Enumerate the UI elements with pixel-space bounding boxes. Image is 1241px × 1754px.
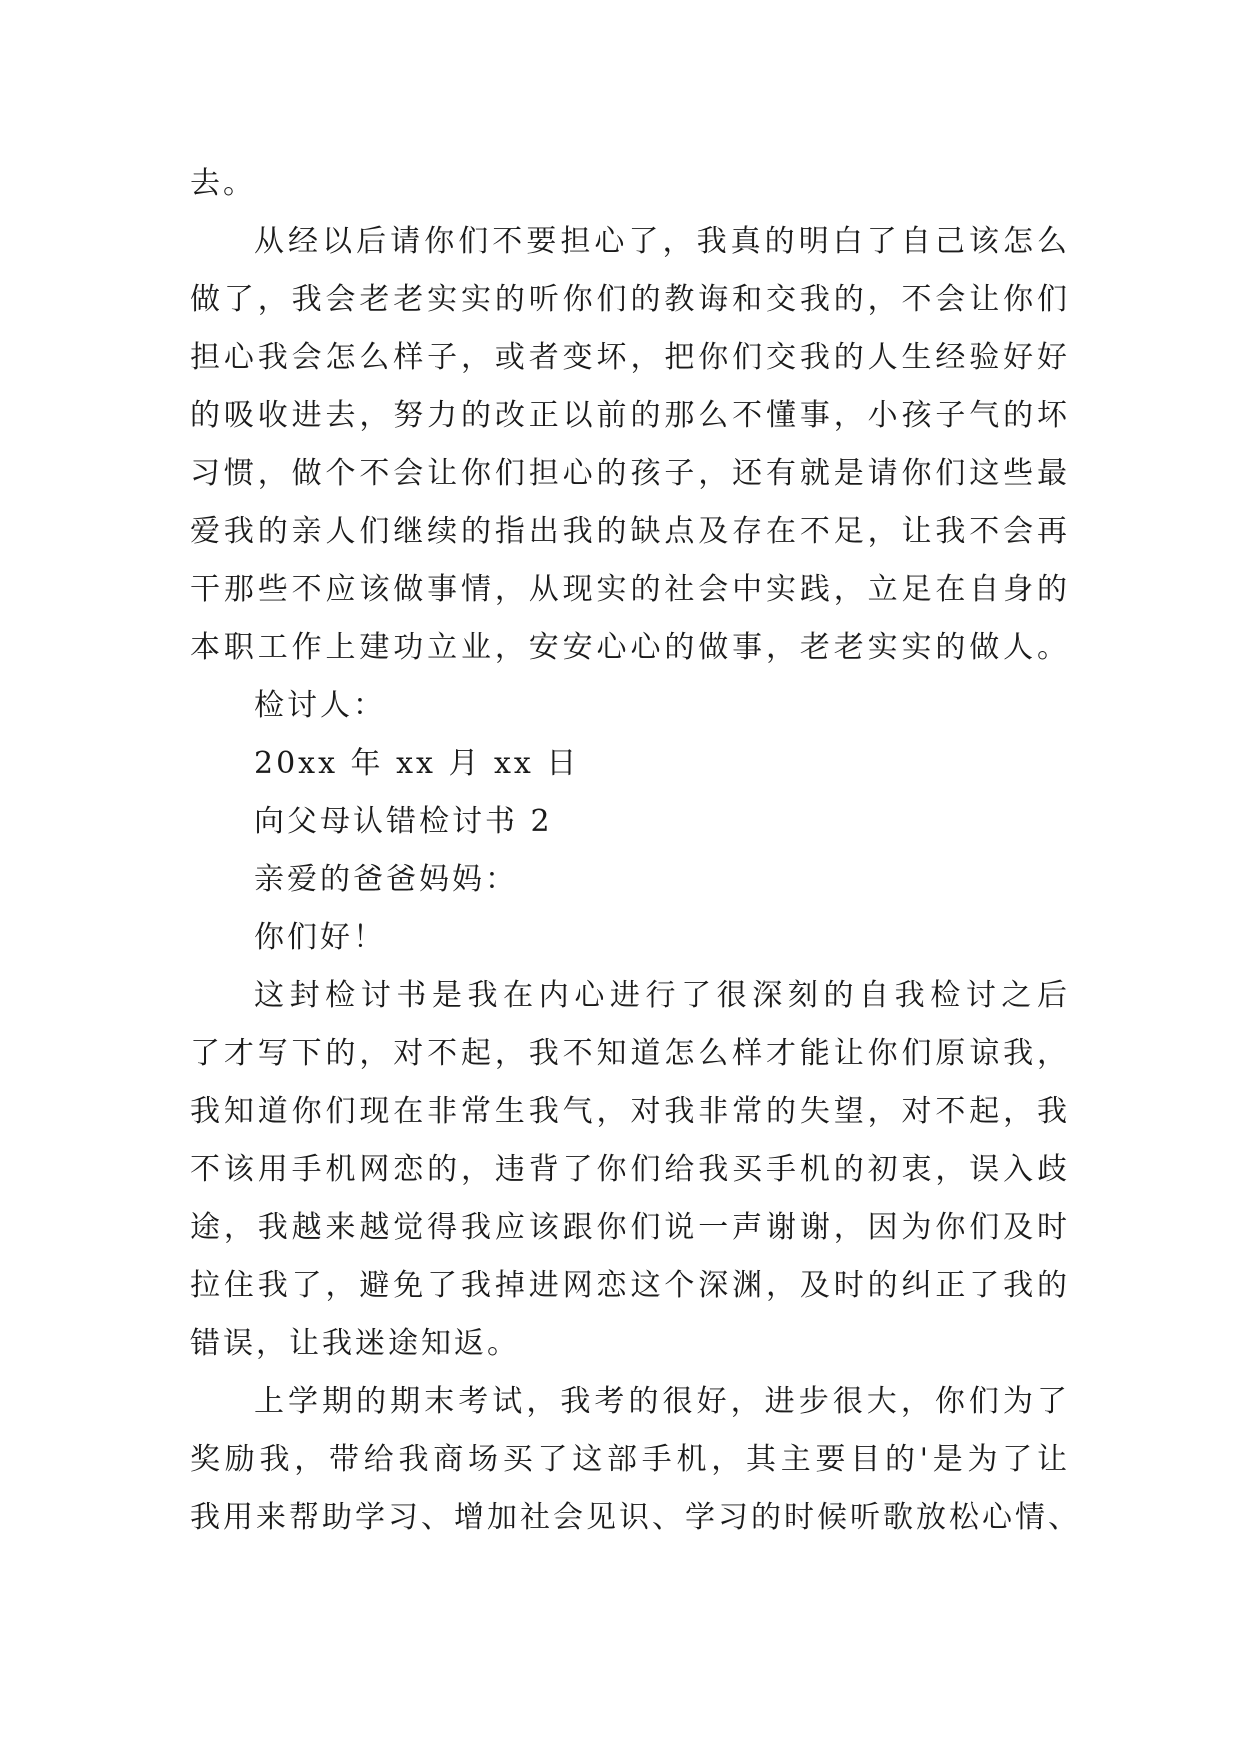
text-line: 向父母认错检讨书 2 — [254, 804, 553, 839]
text-line: 你们好！ — [254, 920, 386, 955]
text-line: 不该用手机网恋的，违背了你们给我买手机的初衷，误入歧 — [190, 1152, 1070, 1187]
text-line: 这封检讨书是我在内心进行了很深刻的自我检讨之后 — [254, 978, 1070, 1013]
text-line: 做了，我会老老实实的听你们的教诲和交我的，不会让你们 — [190, 282, 1070, 317]
text-line: 本职工作上建功立业，安安心心的做事，老老实实的做人。 — [190, 630, 1070, 665]
text-line: 检讨人： — [254, 688, 386, 723]
text-line: 爱我的亲人们继续的指出我的缺点及存在不足，让我不会再 — [190, 514, 1070, 549]
text-line: 习惯，做个不会让你们担心的孩子，还有就是请你们这些最 — [190, 456, 1070, 491]
text-line: 错误，让我迷途知返。 — [190, 1326, 520, 1361]
text-line: 拉住我了，避免了我掉进网恋这个深渊，及时的纠正了我的 — [190, 1268, 1070, 1303]
text-line: 干那些不应该做事情，从现实的社会中实践，立足在自身的 — [190, 572, 1070, 607]
text-line: 亲爱的爸爸妈妈： — [254, 862, 518, 897]
text-line: 去。 — [190, 166, 256, 201]
text-line: 了才写下的，对不起，我不知道怎么样才能让你们原谅我， — [190, 1036, 1070, 1071]
text-line: 我用来帮助学习、增加社会见识、学习的时候听歌放松心情、 — [190, 1500, 1081, 1535]
text-line: 途，我越来越觉得我应该跟你们说一声谢谢，因为你们及时 — [190, 1210, 1070, 1245]
text-line: 从经以后请你们不要担心了，我真的明白了自己该怎么 — [254, 224, 1070, 259]
text-line: 的吸收进去，努力的改正以前的那么不懂事，小孩子气的坏 — [190, 398, 1070, 433]
text-line: 担心我会怎么样子，或者变坏，把你们交我的人生经验好好 — [190, 340, 1070, 375]
text-line: 我知道你们现在非常生我气，对我非常的失望，对不起，我 — [190, 1094, 1070, 1129]
text-line: 20xx 年 xx 月 xx 日 — [254, 746, 580, 781]
text-line: 奖励我，带给我商场买了这部手机，其主要目的'是为了让 — [190, 1442, 1070, 1477]
text-line: 上学期的期末考试，我考的很好，进步很大，你们为了 — [254, 1384, 1070, 1419]
document-body — [190, 155, 1081, 1547]
